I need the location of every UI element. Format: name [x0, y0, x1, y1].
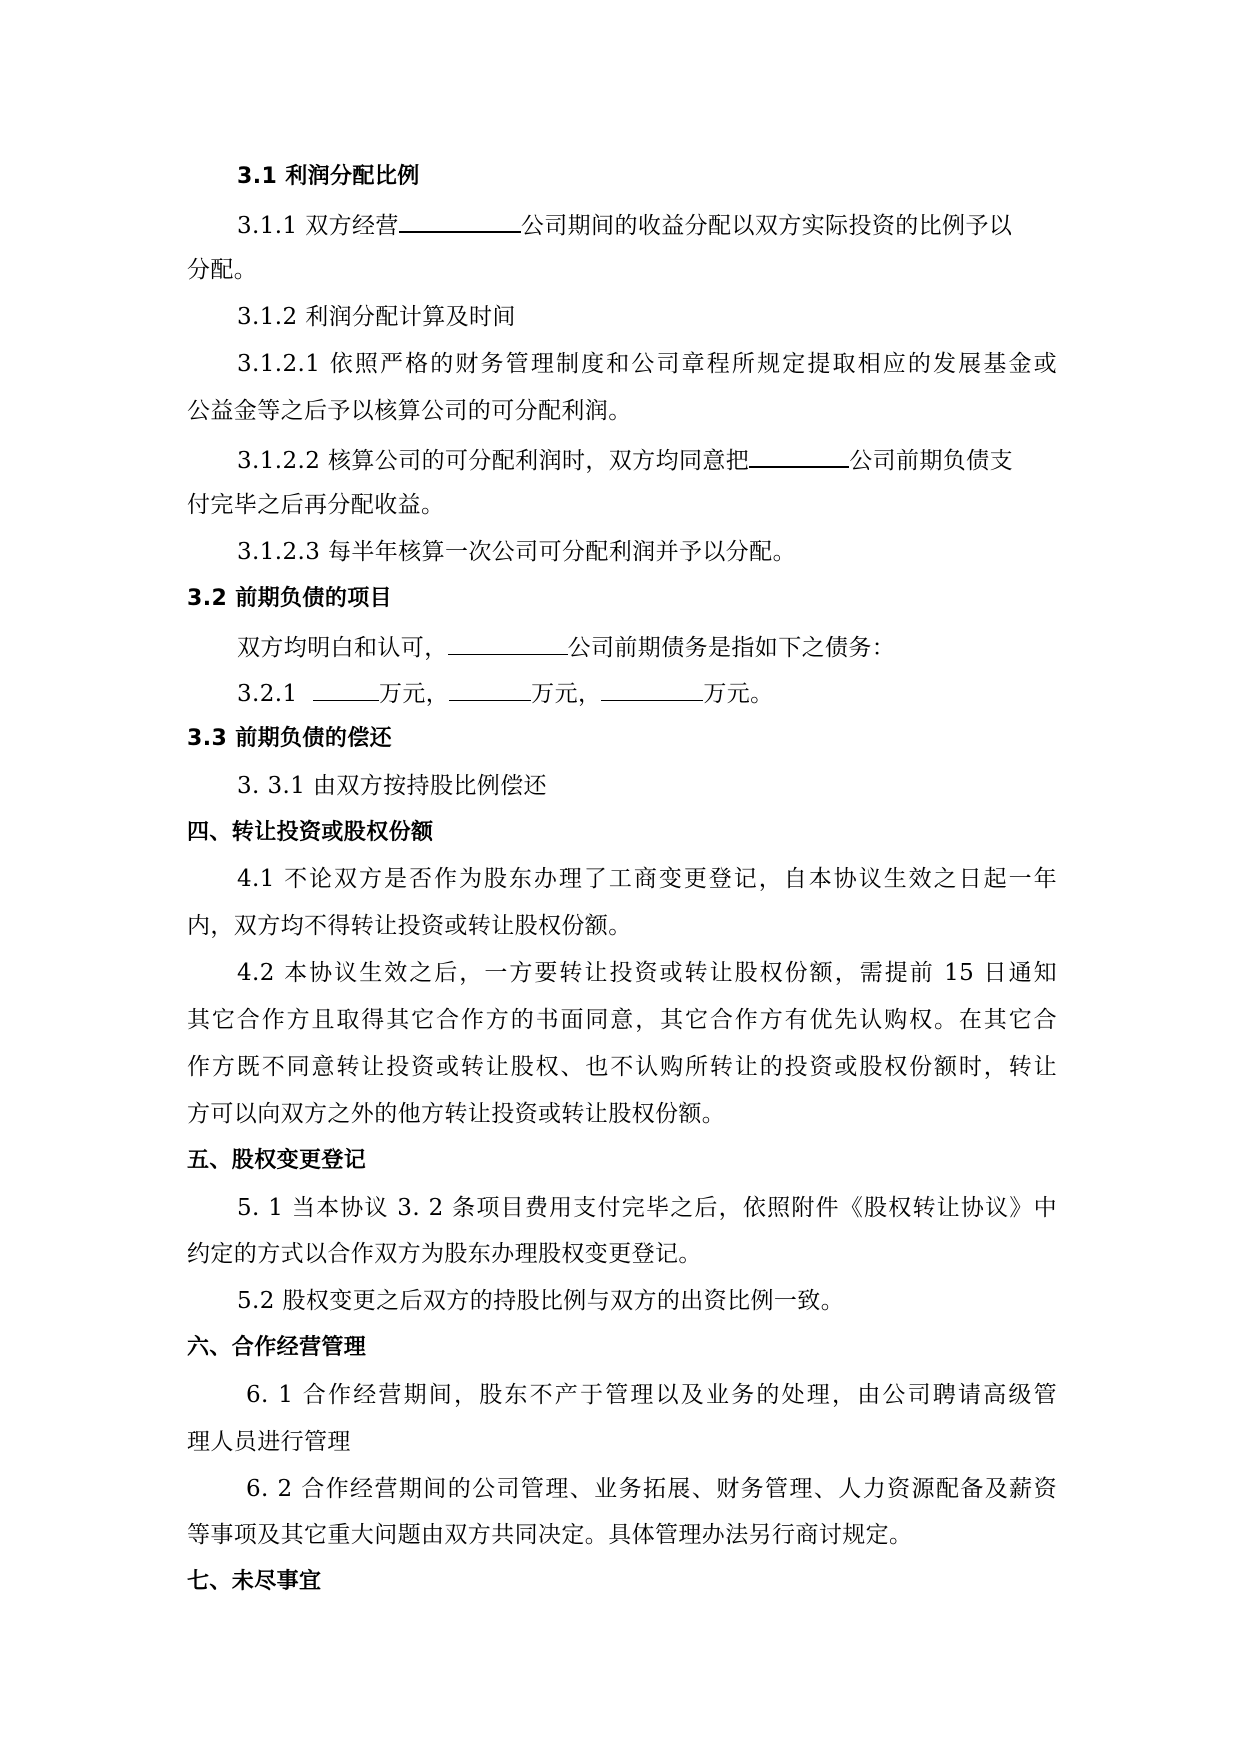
paragraph-6-2-line-1: 6. 2 合作经营期间的公司管理、业务拓展、财务管理、人力资源配备及薪资	[246, 1476, 1057, 1502]
text: 万元，	[531, 681, 602, 707]
paragraph-5-2: 5.2 股权变更之后双方的持股比例与双方的出资比例一致。	[237, 1288, 845, 1314]
section-3-3-heading: 3.3 前期负债的偿还	[187, 726, 393, 751]
paragraph-4-2-line-2: 其它合作方且取得其它合作方的书面同意，其它合作方有优先认购权。在其它合	[187, 1007, 1057, 1033]
paragraph-3-2-intro	[237, 631, 1057, 661]
blank-line[interactable]	[399, 208, 521, 233]
section-7-heading: 七、未尽事宜	[187, 1569, 322, 1594]
paragraph-3-3-1: 3. 3.1 由双方按持股比例偿还	[237, 773, 547, 799]
paragraph-3-1-2-1-line-1: 3.1.2.1 依照严格的财务管理制度和公司章程所规定提取相应的发展基金或	[237, 351, 1057, 377]
paragraph-4-2-line-4: 方可以向双方之外的他方转让投资或转让股权份额。	[187, 1101, 726, 1127]
paragraph-3-1-2: 3.1.2 利润分配计算及时间	[237, 304, 516, 330]
section-3-1-heading: 3.1 利润分配比例	[237, 164, 420, 189]
blank-line[interactable]	[601, 677, 703, 701]
paragraph-6-1-line-1: 6. 1 合作经营期间，股东不产于管理以及业务的处理，由公司聘请高级管	[246, 1382, 1057, 1408]
blank-line[interactable]	[749, 443, 849, 468]
text: 3.1.2.2 核算公司的可分配利润时，双方均同意把	[237, 448, 750, 474]
section-3-2-heading: 3.2 前期负债的项目	[187, 586, 393, 611]
section-6-heading: 六、合作经营管理	[187, 1335, 367, 1360]
paragraph-6-1-line-2: 理人员进行管理	[187, 1429, 351, 1455]
text: 双方均明白和认可，	[237, 635, 448, 661]
text: 万元，	[378, 681, 450, 707]
paragraph-3-1-1-line-1	[237, 208, 1057, 238]
text: 万元。	[703, 681, 774, 707]
text: 公司前期债务是指如下之债务：	[567, 635, 896, 661]
paragraph-3-1-2-3: 3.1.2.3 每半年核算一次公司可分配利润并予以分配。	[237, 539, 796, 565]
paragraph-5-1-line-2: 约定的方式以合作双方为股东办理股权变更登记。	[187, 1241, 702, 1267]
paragraph-3-2-1	[237, 677, 1057, 707]
paragraph-4-1-line-2: 内，双方均不得转让投资或转让股权份额。	[187, 913, 632, 939]
text: 3.1.1 双方经营	[237, 213, 399, 239]
paragraph-3-1-1-line-2: 分配。	[187, 257, 258, 283]
text: 3.2.1	[237, 681, 298, 707]
paragraph-4-2-line-3: 作方既不同意转让投资或转让股权、也不认购所转让的投资或股权份额时，转让	[187, 1054, 1057, 1080]
paragraph-4-2-line-1: 4.2 本协议生效之后，一方要转让投资或转让股权份额，需提前 15 日通知	[237, 960, 1057, 986]
paragraph-6-2-line-2: 等事项及其它重大问题由双方共同决定。具体管理办法另行商讨规定。	[187, 1522, 913, 1548]
blank-line[interactable]	[313, 677, 379, 701]
blank-line[interactable]	[449, 677, 531, 701]
paragraph-4-1-line-1: 4.1 不论双方是否作为股东办理了工商变更登记，自本协议生效之日起一年	[237, 866, 1057, 892]
blank-line[interactable]	[448, 631, 568, 655]
paragraph-3-1-2-2-line-2: 付完毕之后再分配收益。	[187, 492, 445, 518]
text: 公司前期负债支	[849, 448, 1013, 474]
paragraph-3-1-2-1-line-2: 公益金等之后予以核算公司的可分配利润。	[187, 398, 632, 424]
section-4-heading: 四、转让投资或股权份额	[187, 820, 434, 845]
paragraph-3-1-2-2-line-1	[237, 443, 1057, 473]
text: 公司期间的收益分配以双方实际投资的比例予以	[520, 213, 1013, 239]
paragraph-5-1-line-1: 5. 1 当本协议 3. 2 条项目费用支付完毕之后，依照附件《股权转让协议》中	[237, 1195, 1057, 1221]
section-5-heading: 五、股权变更登记	[187, 1148, 367, 1173]
